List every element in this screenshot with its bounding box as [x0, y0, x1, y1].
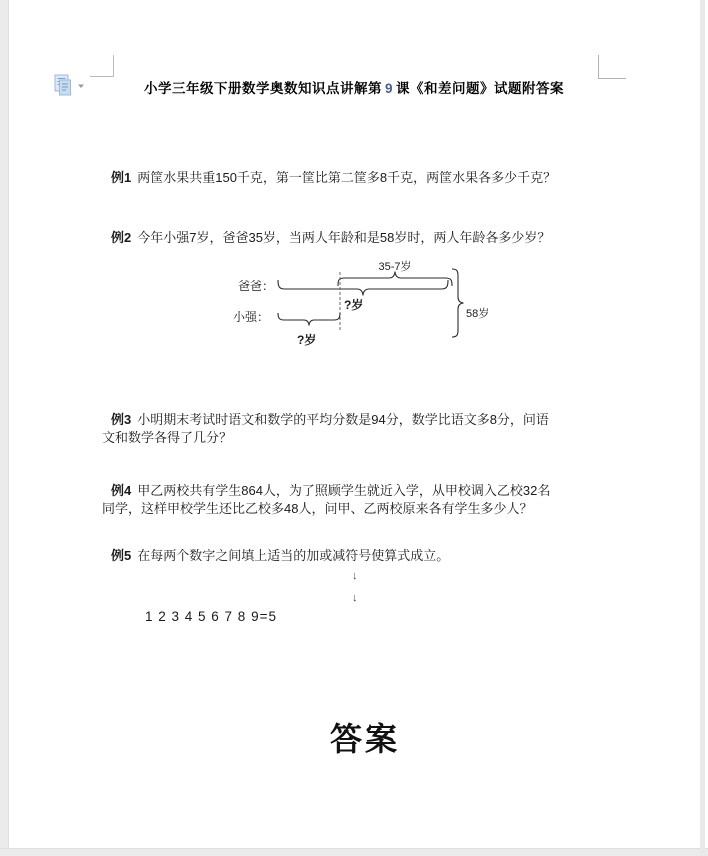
title-text-pre: 小学三年级下册数学奥数知识点讲解第 — [143, 81, 382, 96]
problem-3-line1: 小明期末考试时语文和数学的平均分数是94分，数学比语文多8分，问语 — [137, 412, 549, 427]
answer-heading: 答案 — [330, 720, 401, 758]
problem-5 — [102, 547, 616, 565]
canvas-edge-bottom — [0, 848, 708, 856]
problem-3-line2: 文和数学各得了几分？ — [102, 430, 233, 445]
son-age-underbrace — [278, 313, 340, 326]
problem-2-text: 今年小强7岁，爸爸35岁，当两人年龄和是58岁时，两人年龄各多少岁？ — [137, 230, 551, 245]
down-arrow-icon: ↓ — [352, 592, 358, 604]
problem-3 — [102, 411, 616, 447]
diagram-son-unknown: ?岁 — [297, 333, 317, 347]
father-age-underbrace — [278, 280, 448, 296]
problem-2-label: 例2 — [111, 230, 132, 245]
down-arrow-icon: ↓ — [352, 570, 358, 582]
title-text-post: 课《和差问题》试题附答案 — [396, 81, 564, 96]
title-lesson-number: 9 — [384, 81, 393, 96]
problem-4-line1: 甲乙两校共有学生864人，为了照顾学生就近入学，从甲校调入乙校32名 — [137, 483, 551, 498]
page-title — [0, 77, 708, 97]
problem-1-text: 两筐水果共重150千克，第一筐比第二筐多8千克，两筐水果各多少千克？ — [137, 170, 557, 185]
problem-4-label: 例4 — [111, 483, 132, 498]
text-boundary-mark-left — [90, 55, 114, 77]
sum-brace — [452, 269, 464, 337]
diagram-son-label: 小强： — [233, 310, 270, 324]
difference-overbrace — [338, 272, 452, 287]
problem-1 — [102, 169, 616, 187]
canvas-edge-right — [700, 0, 705, 856]
diagram-father-label: 爸爸： — [238, 279, 275, 293]
canvas-edge-left — [0, 0, 9, 856]
age-bar-diagram — [230, 256, 500, 356]
problem-2 — [102, 229, 616, 247]
problem-4-line2: 同学，这样甲校学生还比乙校多48人，问甲、乙两校原来各有学生多少人？ — [102, 501, 533, 516]
problem-1-label: 例1 — [111, 170, 132, 185]
problem-4 — [102, 482, 616, 518]
digit-equation: 1 2 3 4 5 6 7 8 9=5 — [145, 609, 277, 624]
diagram-sum-label: 58岁 — [466, 308, 490, 320]
problem-5-label: 例5 — [111, 548, 132, 563]
diagram-father-unknown: ?岁 — [344, 298, 364, 312]
text-boundary-mark-right — [598, 55, 626, 79]
diagram-difference-label: 35-7岁 — [378, 261, 412, 273]
problem-3-label: 例3 — [111, 412, 132, 427]
problem-5-text: 在每两个数字之间填上适当的加或减符号使算式成立。 — [137, 548, 450, 563]
